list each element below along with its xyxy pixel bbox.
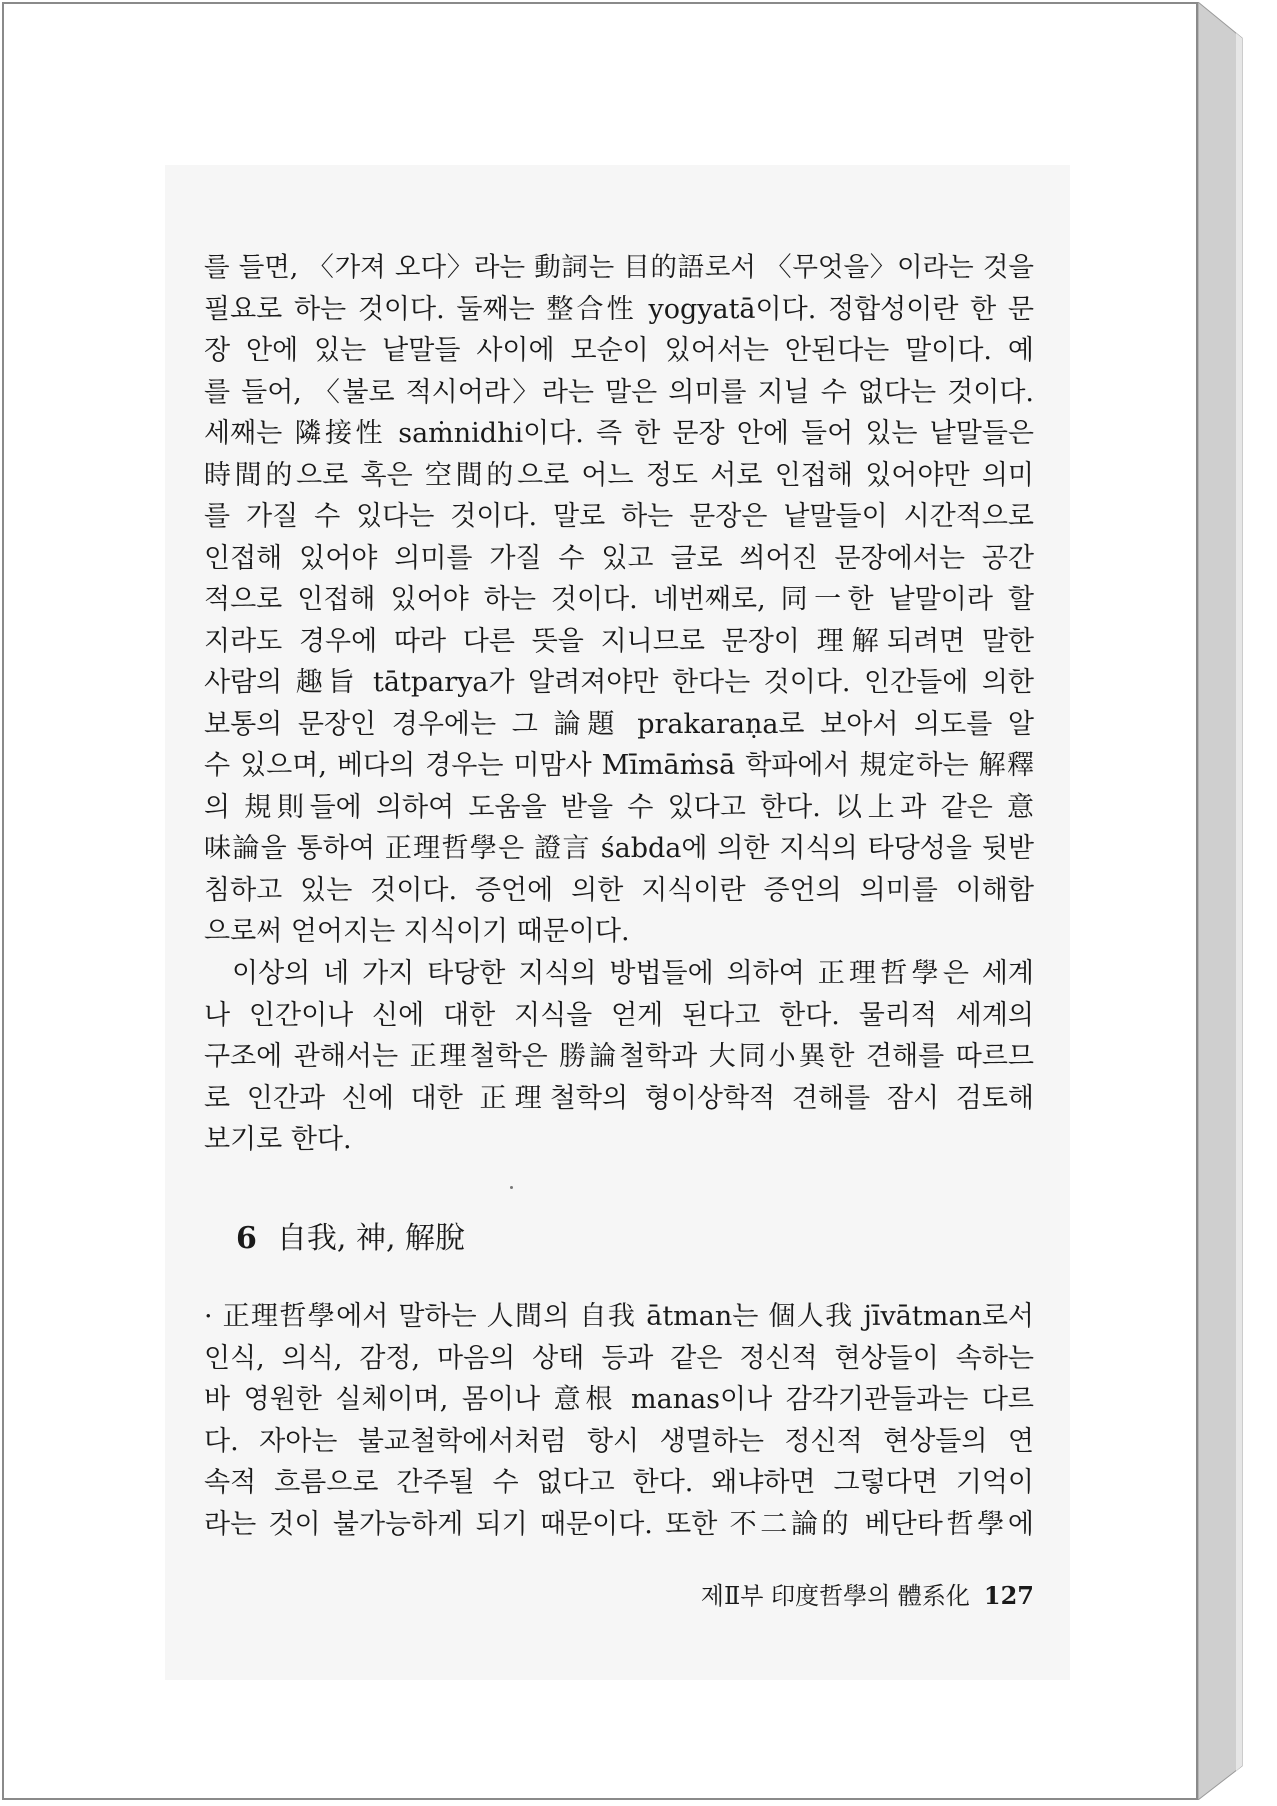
- text-line: 속적 흐름으로 간주될 수 없다고 한다. 왜냐하면 그렇다면 기억이: [204, 1467, 1034, 1498]
- text-line: 사람의 趣旨 tātparya가 알려져야만 한다는 것이다. 인간들에 의한: [204, 667, 1034, 698]
- section-title: 自我, 神, 解脫: [276, 1221, 466, 1256]
- text-line: 침하고 있는 것이다. 증언에 의한 지식이란 증언의 의미를 이해함: [204, 874, 1034, 906]
- section-number: 6: [236, 1221, 257, 1256]
- text-line: 적으로 인접해 있어야 하는 것이다. 네번째로, 同一한 낱말이라 할: [204, 584, 1034, 615]
- text-line: 으로써 얻어지는 지식이기 때문이다.: [204, 916, 630, 947]
- text-line: 를 들어, 〈불로 적시어라〉라는 말은 의미를 지닐 수 없다는 것이다.: [204, 376, 1034, 408]
- text-line: 나 인간이나 신에 대한 지식을 얻게 된다고 한다. 물리적 세계의: [204, 999, 1034, 1031]
- text-line: 인접해 있어야 의미를 가질 수 있고 글로 씌어진 문장에서는 공간: [204, 542, 1034, 574]
- section-heading: [236, 1213, 465, 1257]
- text-line: 라는 것이 불가능하게 되기 때문이다. 또한 不二論的 베단타哲學에: [204, 1508, 1034, 1540]
- text-line: 세째는 隣接性 saṁnidhi이다. 즉 한 문장 안에 들어 있는 낱말들은: [204, 418, 1034, 449]
- text-line: 味論을 통하여 正理哲學은 證言 śabda에 의한 지식의 타당성을 뒷받: [204, 833, 1034, 864]
- text-line: 바 영원한 실체이며, 몸이나 意根 manas이나 감각기관들과는 다르: [204, 1384, 1034, 1415]
- text-line: 수 있으며, 베다의 경우는 미맘사 Mīmāṁsā 학파에서 規定하는 解釋: [204, 750, 1034, 781]
- text-line: 장 안에 있는 낱말들 사이에 모순이 있어서는 안된다는 말이다. 예: [204, 335, 1034, 366]
- text-line: 를 들면, 〈가져 오다〉라는 動詞는 目的語로서 〈무엇을〉이라는 것을: [204, 252, 1034, 283]
- page-number: 127: [983, 1581, 1034, 1610]
- page-footer: [664, 1576, 1034, 1611]
- text-line: 時間的으로 혹은 空間的으로 어느 정도 서로 인접해 있어야만 의미: [204, 459, 1034, 491]
- text-line: 로 인간과 신에 대한 正理철학의 형이상학적 견해를 잠시 검토해: [204, 1082, 1034, 1114]
- text-line: 필요로 하는 것이다. 둘째는 整合性 yogyatā이다. 정합성이란 한 문: [204, 293, 1034, 325]
- footer-part-title: 제Ⅱ부 印度哲學의 體系化: [700, 1582, 970, 1610]
- paragraph-continuation: [204, 247, 1034, 953]
- text-line: 인식, 의식, 감정, 마음의 상태 등과 같은 정신적 현상들이 속하는: [204, 1342, 1034, 1374]
- book-edge: [1198, 2, 1250, 1800]
- text-line: 지라도 경우에 따라 다른 뜻을 지니므로 문장이 理解되려면 말한: [204, 625, 1034, 657]
- paragraph: [204, 1296, 1034, 1545]
- text-line: · 正理哲學에서 말하는 人間의 自我 ātman는 個人我 jīvātman로서: [204, 1301, 1034, 1332]
- text-line: 구조에 관해서는 正理철학은 勝論철학과 大同小異한 견해를 따르므: [204, 1041, 1034, 1072]
- text-line: 다. 자아는 불교철학에서처럼 항시 생멸하는 정신적 현상들의 연: [204, 1425, 1034, 1457]
- scan-speck: [510, 1186, 513, 1189]
- text-line: 보기로 한다.: [204, 1124, 352, 1155]
- text-line: 의 規則들에 의하여 도움을 받을 수 있다고 한다. 以上과 같은 意: [204, 791, 1034, 823]
- text-line: 를 가질 수 있다는 것이다. 말로 하는 문장은 낱말들이 시간적으로: [204, 501, 1034, 532]
- paragraph: [204, 953, 1034, 1161]
- text-line: 보통의 문장인 경우에는 그 論題 prakaraṇa로 보아서 의도를 알: [204, 708, 1034, 740]
- text-line: 이상의 네 가지 타당한 지식의 방법들에 의하여 正理哲學은 세계: [232, 958, 1034, 989]
